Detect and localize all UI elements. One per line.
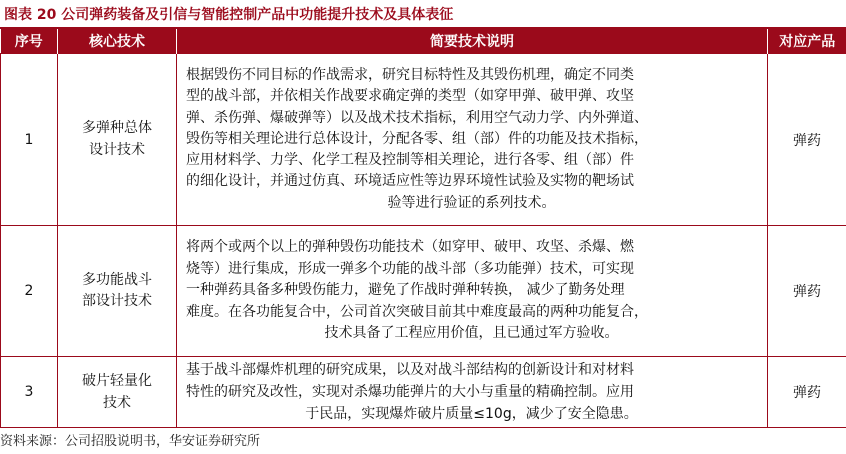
row-tech: [58, 226, 177, 357]
row-tech: [58, 357, 177, 428]
technology-table: [0, 29, 846, 428]
row-tech: [58, 54, 177, 226]
header-tech: 核心技术: [58, 29, 177, 54]
row-num: 3: [1, 357, 58, 428]
row-num: 2: [1, 226, 58, 357]
table-row: [1, 54, 846, 226]
figure-caption: 图表 20 公司弹药装备及引信与智能控制产品中功能提升技术及具体表征: [4, 7, 454, 23]
desc-line: 特性的研究及改性，实现对杀爆功能弹片的大小与重量的精确控制。应用: [186, 384, 634, 400]
header-num: 序号: [1, 29, 58, 54]
tech-line: 设计技术: [89, 141, 145, 158]
row-product: 弹药: [768, 54, 846, 226]
row-desc: [177, 357, 768, 428]
desc-line: 的细化设计，并通过仿真、环境适应性等边界环境性试验及实物的靶场试: [186, 173, 634, 190]
desc-line: 将两个或两个以上的弹种毁伤功能技术（如穿甲、破甲、攻坚、杀爆、燃: [186, 239, 634, 256]
tech-line: 破片轻量化: [82, 373, 152, 389]
table-row: [1, 357, 846, 428]
header-product: 对应产品: [768, 29, 846, 54]
header-desc: 简要技术说明: [177, 29, 768, 54]
table-header-row: [1, 29, 846, 54]
desc-line: 于民品，实现爆炸破片质量≤10g，减少了安全隐患。: [305, 406, 638, 422]
desc-line: 型的战斗部，并依相关作战要求确定弹的类型（如穿甲弹、破甲弹、攻坚: [186, 88, 634, 105]
row-product: 弹药: [768, 357, 846, 428]
row-num: 1: [1, 54, 58, 226]
source-note: 资料来源：公司招股说明书，华安证券研究所: [0, 434, 261, 449]
desc-line: 弹、杀伤弹、爆破弹等）以及战术技术指标，利用空气动力学、内外弹道、: [186, 109, 648, 126]
desc-line: 一种弹药具备多种毁伤能力，避免了作战时弹种转换， 减少了勤务处理: [186, 282, 625, 299]
desc-line: 基于战斗部爆炸机理的研究成果，以及对战斗部结构的创新设计和对材料: [186, 362, 634, 378]
tech-line: 多弹种总体: [82, 120, 152, 137]
desc-line: 验等进行验证的系列技术。: [387, 194, 556, 211]
tech-line: 多功能战斗: [82, 271, 152, 288]
desc-line: 难度。在各功能复合中，公司首次突破目前其中难度最高的两种功能复合，: [186, 303, 648, 320]
desc-line: 根据毁伤不同目标的作战需求，研究目标特性及其毁伤机理，确定不同类: [186, 67, 634, 84]
tech-line: 技术: [103, 395, 131, 411]
row-desc: [177, 54, 768, 226]
row-product: 弹药: [768, 226, 846, 357]
desc-line: 毁伤等相关理论进行总体设计，分配各零、组（部）件的功能及技术指标，: [186, 130, 648, 147]
tech-line: 部设计技术: [82, 293, 152, 309]
row-desc: [177, 226, 768, 357]
table-row: [1, 226, 846, 357]
desc-line: 技术具备了工程应用价值，且已通过军方验收。: [324, 325, 619, 342]
desc-line: 应用材料学、力学、化学工程及控制等相关理论，进行各零、组（部）件: [186, 152, 634, 169]
desc-line: 烧等）进行集成，形成一弹多个功能的战斗部（多功能弹）技术，可实现: [186, 260, 634, 277]
